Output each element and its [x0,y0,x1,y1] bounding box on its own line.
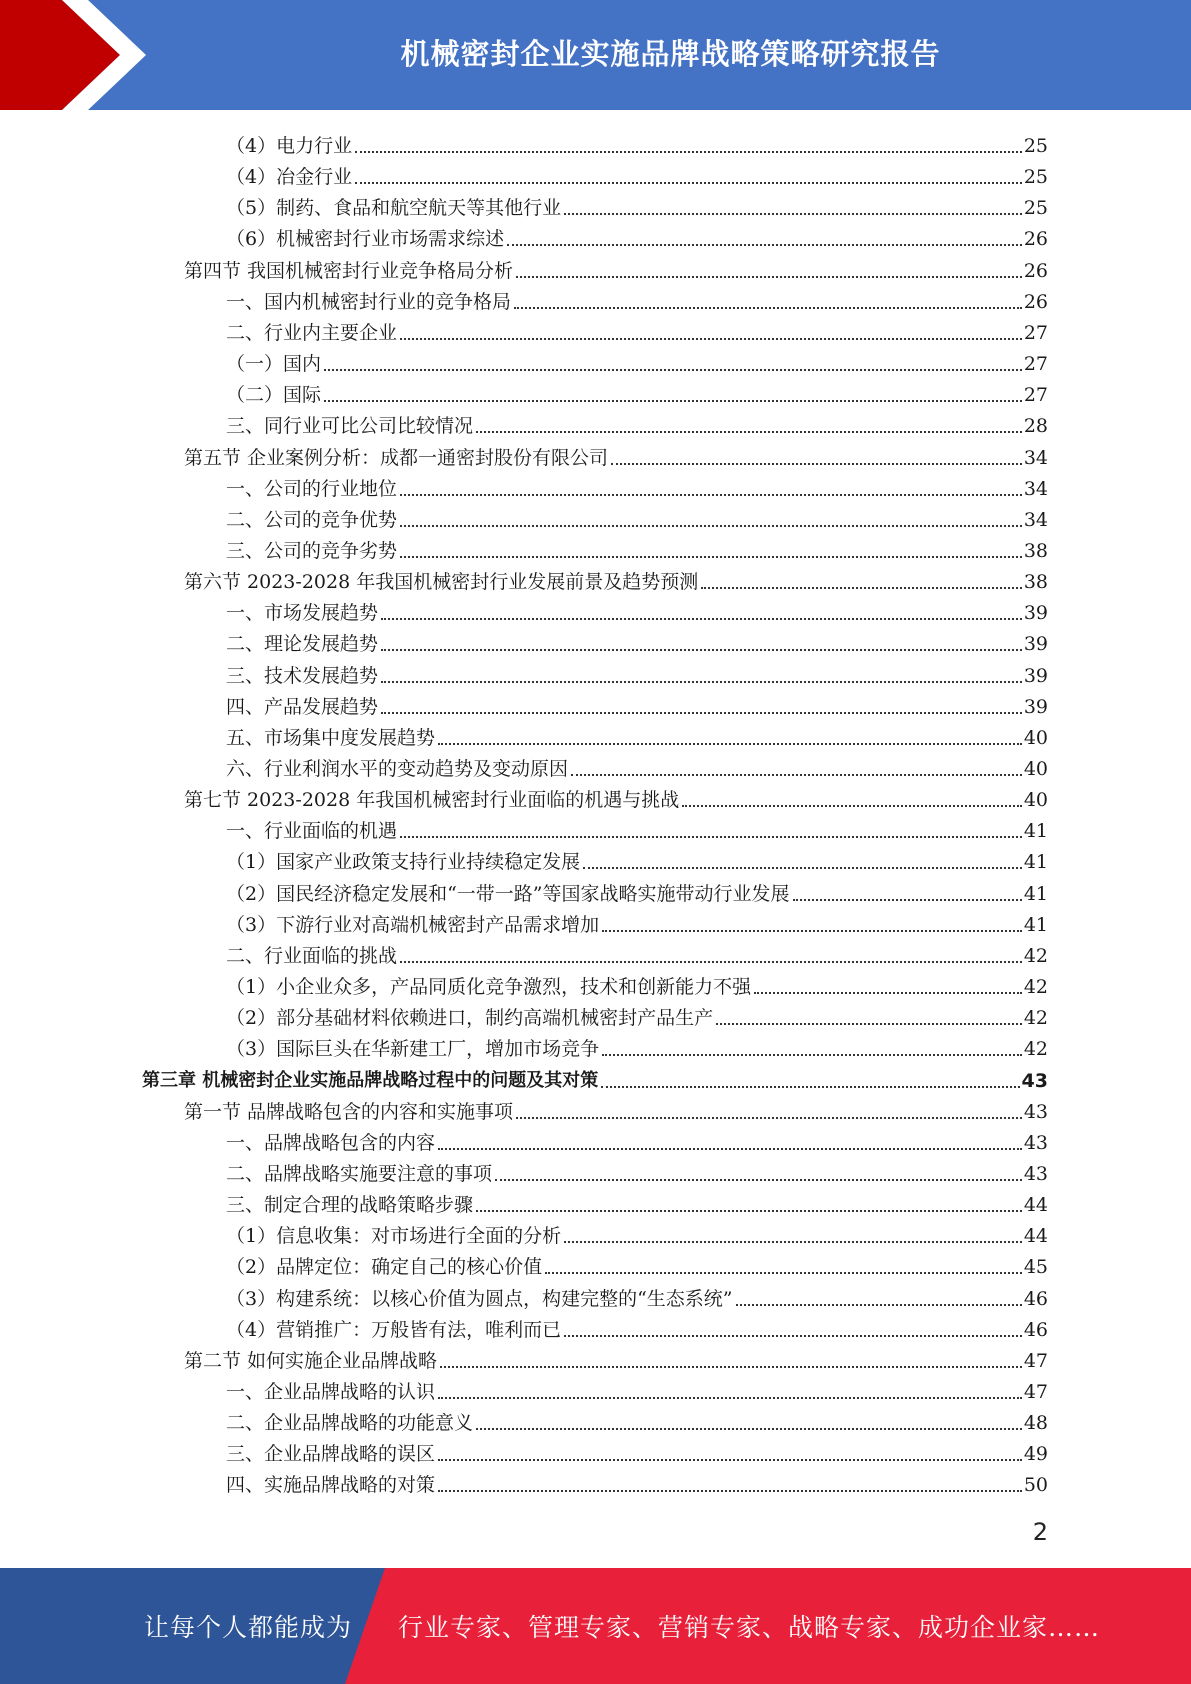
toc-entry[interactable] [0,1156,1048,1187]
toc-entry-title: 二、行业内主要企业 [226,321,398,344]
toc-entry[interactable] [0,159,1048,190]
toc-entry-page: 47 [1023,1349,1048,1372]
toc-entry[interactable] [0,377,1048,408]
toc-leader-dots [355,151,1022,153]
toc-entry-page: 39 [1023,664,1048,687]
toc-entry-title: 第五节 企业案例分析：成都一通密封股份有限公司 [184,446,609,469]
footer-slogan-right: 行业专家、管理专家、营销专家、战略专家、成功企业家…… [398,1613,1101,1642]
toc-entry[interactable] [0,595,1048,626]
toc-entry[interactable] [0,533,1048,564]
toc-leader-dots [324,369,1022,371]
toc-leader-dots [736,1304,1022,1306]
toc-entry-title: 二、行业面临的挑战 [226,944,398,967]
toc-entry-title: （3）构建系统：以核心价值为圆点，构建完整的“生态系统” [226,1287,733,1310]
toc-leader-dots [716,1023,1022,1025]
toc-entry-page: 26 [1023,259,1048,282]
toc-entry-page: 25 [1023,197,1048,220]
toc-entry[interactable] [0,720,1048,751]
toc-entry[interactable] [0,221,1048,252]
header-arrow-decoration [0,0,150,110]
toc-entry-page: 34 [1023,477,1048,500]
toc-entry-title: （4）电力行业 [226,135,353,157]
toc-leader-dots [400,556,1022,558]
toc-entry-page: 46 [1023,1287,1048,1310]
toc-leader-dots [754,992,1022,994]
toc-entry[interactable] [0,408,1048,439]
toc-entry-page: 34 [1023,508,1048,531]
toc-entry-page: 43 [1023,1162,1048,1185]
toc-entry-title: （1）国家产业政策支持行业持续稳定发展 [226,851,581,874]
toc-leader-dots [682,805,1022,807]
toc-leader-dots [516,276,1022,278]
toc-entry-title: 第七节 2023-2028 年我国机械密封行业面临的机遇与挑战 [184,789,680,812]
toc-entry-title: 三、制定合理的战略策略步骤 [226,1194,474,1217]
toc-leader-dots [564,213,1022,215]
toc-entry[interactable] [0,284,1048,315]
toc-entry-page: 40 [1023,758,1048,780]
toc-leader-dots [438,1397,1022,1399]
toc-leader-dots [476,1428,1022,1430]
toc-entry-title: （3）下游行业对高端机械密封产品需求增加 [226,913,600,936]
toc-leader-dots [601,1086,1019,1088]
toc-entry[interactable] [0,1436,1048,1467]
toc-entry-page: 42 [1023,1007,1048,1030]
toc-entry-page: 43 [1023,1100,1048,1123]
toc-entry[interactable] [0,658,1048,689]
toc-leader-dots [495,1179,1022,1181]
toc-entry-page: 48 [1023,1412,1048,1435]
toc-entry-title: （4）营销推广：万般皆有法，唯利而已 [226,1318,562,1341]
toc-entry-title: 第六节 2023-2028 年我国机械密封行业发展前景及趋势预测 [184,571,699,594]
toc-leader-dots [507,244,1022,246]
toc-entry-title: 二、品牌战略实施要注意的事项 [226,1162,493,1185]
toc-leader-dots [545,1272,1022,1274]
toc-entry[interactable] [0,346,1048,377]
toc-entry[interactable] [0,471,1048,502]
toc-leader-dots [400,525,1022,527]
toc-leader-dots [438,1148,1022,1150]
toc-entry[interactable] [0,876,1048,907]
toc-entry-title: 二、公司的竞争优势 [226,508,398,531]
toc-entry[interactable] [0,1249,1048,1280]
toc-entry-page: 38 [1023,539,1048,562]
toc-entry-page: 25 [1023,135,1048,157]
toc-leader-dots [381,649,1022,651]
toc-entry[interactable] [0,1063,1048,1094]
toc-entry[interactable] [0,1094,1048,1125]
toc-entry-title: 三、企业品牌战略的误区 [226,1443,436,1466]
toc-entry-page: 50 [1023,1474,1048,1497]
toc-entry[interactable] [0,315,1048,346]
toc-entry[interactable] [0,253,1048,284]
toc-entry-page: 49 [1023,1443,1048,1466]
toc-entry-title: 五、市场集中度发展趋势 [226,726,436,749]
toc-leader-dots [440,1366,1022,1368]
toc-entry-title: 三、公司的竞争劣势 [226,539,398,562]
toc-entry[interactable] [0,1000,1048,1031]
toc-entry[interactable] [0,844,1048,875]
toc-entry-page: 26 [1023,290,1048,313]
toc-entry-title: 三、技术发展趋势 [226,664,379,687]
toc-entry[interactable] [0,440,1048,471]
toc-entry-title: 第三章 机械密封企业实施品牌战略过程中的问题及其对策 [142,1069,599,1091]
toc-entry-page: 42 [1023,944,1048,967]
toc-entry-title: （4）冶金行业 [226,166,353,189]
toc-entry-title: 三、同行业可比公司比较情况 [226,415,474,438]
toc-leader-dots [381,681,1022,683]
toc-leader-dots [476,1210,1022,1212]
toc-entry-title: （3）国际巨头在华新建工厂，增加市场竞争 [226,1038,600,1061]
toc-entry-page: 46 [1023,1318,1048,1341]
toc-entry[interactable] [0,128,1048,159]
toc-entry-title: 四、产品发展趋势 [226,695,379,718]
toc-entry-title: （5）制药、食品和航空航天等其他行业 [226,197,562,220]
page-footer [0,1568,1191,1684]
toc-entry-page: 25 [1023,166,1048,189]
toc-entry[interactable] [0,689,1048,720]
toc-entry-title: 一、企业品牌战略的认识 [226,1381,436,1403]
toc-entry-page: 42 [1023,976,1048,999]
toc-entry-page: 27 [1023,353,1048,376]
toc-entry-page: 41 [1023,882,1048,905]
toc-entry[interactable] [0,1405,1048,1436]
toc-entry[interactable] [0,1374,1048,1405]
toc-leader-dots [355,182,1022,184]
toc-entry-title: （1）信息收集：对市场进行全面的分析 [226,1225,562,1248]
toc-entry[interactable] [0,190,1048,221]
toc-entry-title: （2）品牌定位：确定自己的核心价值 [226,1256,543,1279]
toc-leader-dots [400,494,1022,496]
toc-entry[interactable] [0,969,1048,1000]
toc-entry-title: 一、行业面临的机遇 [226,820,398,843]
toc-entry-page: 27 [1023,384,1048,407]
toc-entry-page: 42 [1023,1038,1048,1061]
toc-entry-page: 40 [1023,789,1048,812]
toc-leader-dots [438,1490,1022,1492]
toc-entry-title: 六、行业利润水平的变动趋势及变动原因 [226,758,569,780]
toc-entry-page: 26 [1023,228,1048,251]
toc-entry-page: 44 [1023,1194,1048,1217]
toc-leader-dots [381,712,1022,714]
toc-entry[interactable] [0,1187,1048,1218]
toc-entry-title: （2）部分基础材料依赖进口，制约高端机械密封产品生产 [226,1007,714,1030]
toc-leader-dots [602,930,1022,932]
toc-entry-page: 43 [1021,1069,1048,1092]
toc-leader-dots [438,743,1022,745]
toc-entry-page: 41 [1023,851,1048,874]
toc-entry[interactable] [0,938,1048,969]
toc-leader-dots [324,400,1022,402]
toc-leader-dots [400,836,1022,838]
page-header [0,0,1191,110]
toc-entry-title: 一、市场发展趋势 [226,602,379,625]
toc-entry-title: 第一节 品牌战略包含的内容和实施事项 [184,1100,514,1123]
toc-entry[interactable] [0,751,1048,782]
toc-entry[interactable] [0,1125,1048,1156]
toc-entry[interactable] [0,1312,1048,1343]
toc-entry-title: 第四节 我国机械密封行业竞争格局分析 [184,259,514,282]
toc-leader-dots [793,899,1022,901]
toc-entry-page: 40 [1023,726,1048,749]
toc-entry-title: （二）国际 [226,384,322,407]
toc-entry[interactable] [0,907,1048,938]
toc-entry[interactable] [0,502,1048,533]
toc-entry-page: 28 [1023,415,1048,438]
toc-entry[interactable] [0,1218,1048,1249]
report-title: 机械密封企业实施品牌战略策略研究报告 [400,36,941,71]
toc-entry[interactable] [0,1343,1048,1374]
toc-entry-page: 34 [1023,446,1048,469]
toc-leader-dots [611,463,1022,465]
toc-entry[interactable] [0,1031,1048,1062]
toc-entry-page: 44 [1023,1225,1048,1248]
toc-entry-title: 一、国内机械密封行业的竞争格局 [226,290,512,313]
toc-entry-page: 43 [1023,1131,1048,1154]
toc-entry-title: 一、公司的行业地位 [226,477,398,500]
toc-leader-dots [381,618,1022,620]
toc-entry-title: 二、理论发展趋势 [226,633,379,656]
footer-slogan-left: 让每个人都能成为 [144,1613,353,1642]
toc-entry-title: （1）小企业众多，产品同质化竞争激烈，技术和创新能力不强 [226,976,752,999]
toc-entry-page: 47 [1023,1381,1048,1403]
toc-entry-title: 四、实施品牌战略的对策 [226,1474,436,1497]
toc-entry-title: （一）国内 [226,353,322,376]
toc-entry-page: 39 [1023,633,1048,656]
toc-leader-dots [583,867,1022,869]
toc-leader-dots [564,1335,1022,1337]
toc-leader-dots [701,587,1022,589]
toc-entry-page: 39 [1023,695,1048,718]
toc-entry[interactable] [0,782,1048,813]
toc-entry-page: 41 [1023,820,1048,843]
toc-leader-dots [571,774,1022,776]
page-number: 2 [1032,1518,1048,1546]
toc-entry-page: 27 [1023,321,1048,344]
toc-leader-dots [564,1241,1022,1243]
toc-leader-dots [400,338,1022,340]
toc-leader-dots [438,1459,1022,1461]
toc-entry[interactable] [0,564,1048,595]
toc-entry-title: 第二节 如何实施企业品牌战略 [184,1349,438,1372]
toc-entry[interactable] [0,626,1048,657]
toc-entry-title: 二、企业品牌战略的功能意义 [226,1412,474,1435]
toc-leader-dots [476,431,1022,433]
toc-entry[interactable] [0,1281,1048,1312]
toc-entry-page: 45 [1023,1256,1048,1279]
toc-entry[interactable] [0,1467,1048,1498]
toc-entry-page: 39 [1023,602,1048,625]
toc-entry-title: （6）机械密封行业市场需求综述 [226,228,505,251]
toc-leader-dots [516,1117,1022,1119]
toc-entry-page: 38 [1023,571,1048,594]
toc-entry-page: 41 [1023,913,1048,936]
toc-entry-title: 一、品牌战略包含的内容 [226,1131,436,1154]
toc-leader-dots [514,307,1022,309]
toc-leader-dots [602,1054,1022,1056]
toc-entry[interactable] [0,813,1048,844]
toc-leader-dots [400,961,1022,963]
toc-entry-title: （2）国民经济稳定发展和“一带一路”等国家战略实施带动行业发展 [226,882,790,905]
